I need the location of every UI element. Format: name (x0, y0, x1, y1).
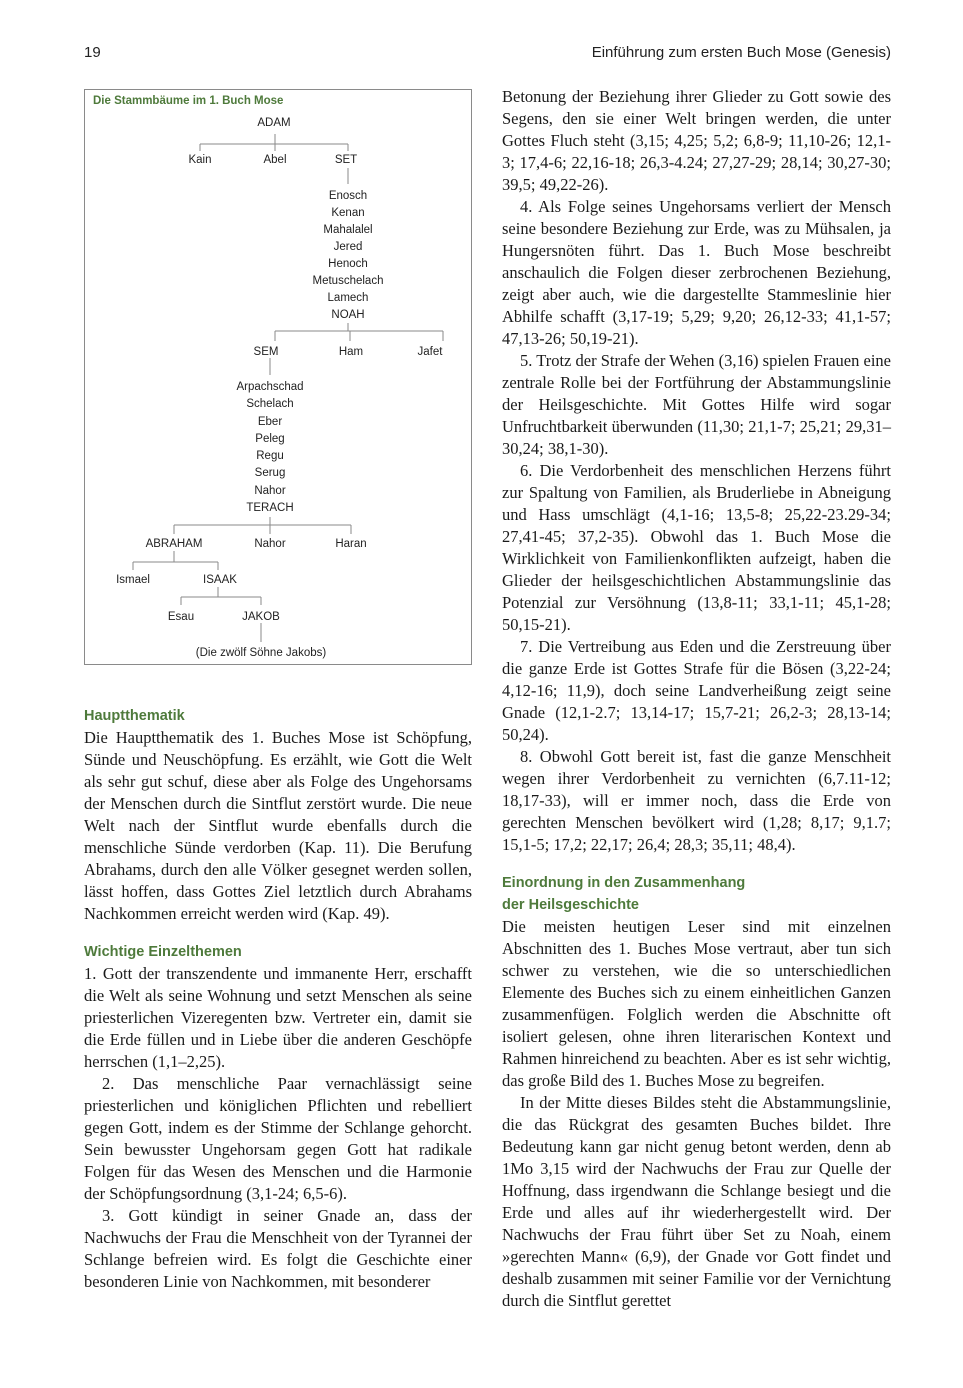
tree-node-lamech: Lamech (327, 292, 369, 304)
tree-node-mahalalel: Mahalalel (323, 224, 373, 236)
left-column (84, 705, 472, 1293)
tree-node-abraham: ABRAHAM (145, 538, 203, 550)
tree-node-jafet: Jafet (417, 346, 443, 358)
paragraph-theme-2: 2. Das menschliche Paar vernachlässigt seine priesterlichen und königlichen Pflichten und rebelliert gegen Gott, indem es der Stimme der Schlange gehorcht. Sein bewusster Ungehorsam gegen Gott hat radikale Folgen für das Wesen des Menschen und die Harmonie der Schöpfungsordnung (3,1-24; 6,5-6). (84, 1074, 472, 1203)
running-title: Einführung zum ersten Buch Mose (Genesis) (591, 44, 891, 61)
paragraph-theme-4: 4. Als Folge seines Ungehorsams verliert der Mensch seine besondere Beziehung zur Erde, was zu Mühsalen, ja Hungersnöten führt. Das 1. Buch Mose beschreibt anschaulich die Folgen dieser zerbrochenen Beziehung, zeigt aber auch, wie die dargestellte Stammeslinie hier Abhilfe schafft (3,17-19; 5,29; 9,20; 26,12-33; 41,1-57; 47,13-26; 50,19-21). (502, 197, 891, 348)
tree-node-kenan: Kenan (331, 207, 365, 219)
tree-title: Die Stammbäume im 1. Buch Mose (93, 95, 284, 107)
tree-node-regu: Regu (256, 450, 284, 462)
page-number: 19 (84, 44, 101, 61)
tree-node-set: SET (334, 154, 358, 166)
tree-node-henoch: Henoch (328, 258, 368, 270)
tree-node-haran: Haran (335, 538, 367, 550)
tree-node-eber: Eber (257, 416, 283, 428)
heading-einordnung-line-1: Einordnung in den Zusammenhang (502, 875, 746, 891)
tree-node-ismael: Ismael (116, 574, 150, 586)
tree-node-nahor: Nahor (254, 485, 286, 497)
tree-node-sem: SEM (253, 346, 279, 358)
tree-node-terach: TERACH (246, 502, 294, 514)
tree-node-arpachschad: Arpachschad (236, 381, 304, 393)
paragraph-einordnung-1: Die meisten heutigen Leser sind mit einzelnen Abschnitten des 1. Buches Mose vertraut, aber tun sich schwer zu verstehen, wie die so unterschiedlichen Elemente des Buches sich zu einem einheitlichen Ganzen zusammenfügen. Folglich werden die Abschnitte oft isoliert gelesen, ohne ihren literarischen Kontext und Rahmen hinreichend zu beachten. Aber es ist sehr wichtig, das große Bild des 1. Buches Mose zu begreifen. (502, 917, 891, 1090)
tree-node-adam: ADAM (257, 117, 291, 129)
tree-node-metuschelach: Metuschelach (312, 275, 384, 287)
paragraph-einordnung-2: In der Mitte dieses Bildes steht die Abstammungslinie, die das Rückgrat des gesamten Buches bildet. Ihre Bedeutung kann gar nicht genug betont werden, denn ab 1Mo 3,15 wird der Nachwuchs der Frau zur Quelle der Hoffnung, dass irgendwann die Schlange besiegt und die Erde und alles auf ihr wiederhergestellt wird. Der Nachwuchs der Frau führt über Set zu Noah, einem »gerechten Mann« (6,9), der Gnade vor Gott findet und deshalb zusammen mit seiner Familie vor der Vernichtung durch die Sintflut gerettet (502, 1093, 891, 1310)
tree-node-serug: Serug (254, 467, 286, 479)
paragraph-theme-6: 6. Die Verdorbenheit des menschlichen Herzens führt zur Spaltung von Familien, als Bruderliebe in Abneigung und Hass umschlägt (4,1-16; 13,5-8; 25,22-23.29-34; 27,41-45; 37,2-35). Obwohl das 1. Buch Mose die Wirklichkeit von Familienkonflikten aufzeigt, haben die Glieder der heilsgeschichtlichen Abstammungslinie das Potenzial zur Versöhnung (13,8-11; 33,1-11; 45,1-28; 50,15-21). (502, 461, 891, 634)
tree-node-nahor-2: Nahor (254, 538, 286, 550)
heading-wichtige-einzelthemen: Wichtige Einzelthemen (84, 944, 242, 960)
right-column (502, 86, 891, 1312)
paragraph-hauptthematik: Die Hauptthematik des 1. Buches Mose ist Schöpfung, Sünde und Neuschöpfung. Es erzählt, wie Gott die Welt als sehr gut schuf, diese aber als Folge des Ungehorsams der Menschen durch die Sintflut zerstört wurde. Die neue Welt nach der Sintflut wurde ebenfalls durch die menschliche Sünde verdorben (Kap. 11). Die Berufung Abrahams, durch den alle Völker gesegnet werden sollen, lässt hoffen, dass Gottes Ziel letztlich durch Abrahams Nachkommen erreicht werden wird (Kap. 49). (84, 728, 472, 923)
tree-node-abel: Abel (263, 154, 287, 166)
heading-einordnung-line-2: der Heilsgeschichte (502, 897, 639, 913)
tree-node-twelve-sons: (Die zwölf Söhne Jakobs) (195, 647, 327, 659)
paragraph-theme-5: 5. Trotz der Strafe der Wehen (3,16) spielen Frauen eine zentrale Rolle bei der Fortführung der Abstammungslinie der Heilsgeschichte. Mit Gottes Hilfe wird sogar Unfruchtbarkeit überwunden (11,30; 21,1-7; 25,21; 29,31–30,24; 38,1-30). (502, 351, 891, 458)
tree-node-schelach: Schelach (246, 398, 294, 410)
paragraph-theme-3-continued: Betonung der Beziehung ihrer Glieder zu Gott sowie des Segens, den sie einer Welt bringen werden, die unter Gottes Fluch steht (3,15; 4,25; 5,2; 6,8-9; 11,10-26; 12,1-3; 17,4-6; 22,16-18; 26,3-4.24; 27,27-29; 28,14; 30,27-30; 39,5; 49,22-26). (502, 87, 891, 194)
paragraph-theme-1: 1. Gott der transzendente und immanente Herr, erschafft die Welt als seine Wohnung und setzt Menschen als seine priesterlichen Vizeregenten bzw. Vertreter ein, damit sie die Erde füllen und in Liebe über die anderen Geschöpfe herrschen (1,1–2,25). (84, 964, 472, 1071)
tree-node-jered: Jered (333, 241, 363, 253)
paragraph-theme-8: 8. Obwohl Gott bereit ist, fast die ganze Menschheit wegen ihrer Verdorbenheit zu vernichten (6,7.11-12; 18,17-33), will er immer noch, dass die Erde von gerechten Menschen bevölkert wird (1,28; 8,17; 9,1.7; 15,1-5; 17,2; 22,17; 26,4; 28,3; 35,11; 48,4). (502, 747, 891, 854)
tree-node-noah: NOAH (331, 309, 365, 321)
tree-node-kain: Kain (188, 154, 212, 166)
tree-node-enosch: Enosch (328, 190, 368, 202)
heading-hauptthematik: Hauptthematik (84, 708, 185, 724)
paragraph-theme-3: 3. Gott kündigt in seiner Gnade an, dass der Nachwuchs der Frau die Menschheit von der Tyrannei der Schlange befreien wird. Es folgt die Geschichte einer besonderen Linie von Nachkommen, mit besonderer (84, 1206, 472, 1291)
tree-node-ham: Ham (338, 346, 364, 358)
tree-node-jakob: JAKOB (242, 611, 280, 623)
genealogy-tree (84, 89, 472, 665)
heading-einordnung (502, 872, 891, 916)
tree-node-isaak: ISAAK (203, 574, 237, 586)
paragraph-theme-7: 7. Die Vertreibung aus Eden und die Zerstreuung über die ganze Erde ist Gottes Strafe für die Bösen (3,22-24; 4,12-16; 11,9), doch seine Landverheißung zeigt seine Gnade (12,1-2.7; 13,14-17; 15,7-21; 26,2-3; 28,13-14; 50,24). (502, 637, 891, 744)
tree-node-esau: Esau (167, 611, 195, 623)
tree-node-peleg: Peleg (255, 433, 285, 445)
